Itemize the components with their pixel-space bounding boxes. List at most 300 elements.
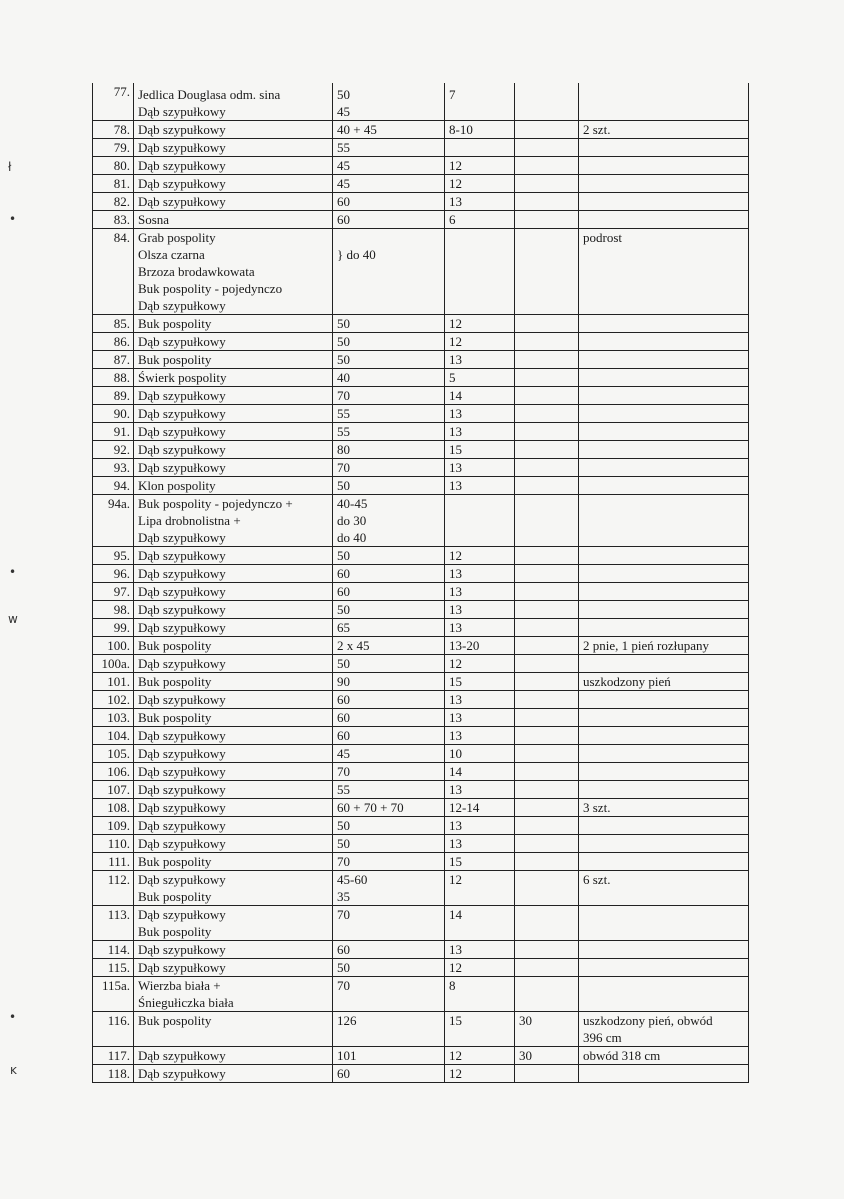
- species-cell: [134, 977, 333, 1012]
- row-number: 87.: [113, 352, 130, 367]
- row-number-cell: [93, 121, 134, 139]
- row-number-cell: [93, 333, 134, 351]
- crown-cell: [515, 565, 579, 583]
- species-cell: [134, 477, 333, 495]
- height-cell: [445, 565, 515, 583]
- table-row: [93, 763, 749, 781]
- row-number-cell: [93, 423, 134, 441]
- remarks-cell: [579, 835, 749, 853]
- remarks-cell: [579, 193, 749, 211]
- species-cell: [134, 441, 333, 459]
- crown-cell: [515, 959, 579, 977]
- table-row: [93, 333, 749, 351]
- species-cell: [134, 941, 333, 959]
- height-value: 12: [449, 176, 462, 191]
- table-row: [93, 673, 749, 691]
- row-number-cell: [93, 601, 134, 619]
- species-name: Dąb szypułkowy: [138, 656, 226, 671]
- species-name: Dąb szypułkowy: [138, 602, 226, 617]
- girth-value: 45: [337, 158, 350, 173]
- height-cell: [445, 601, 515, 619]
- remarks-cell: [579, 977, 749, 1012]
- girth-cell: [333, 121, 445, 139]
- height-value: 12: [449, 334, 462, 349]
- table-row: [93, 423, 749, 441]
- girth-value: 60: [337, 710, 350, 725]
- table-row: [93, 315, 749, 333]
- table-row: [93, 495, 749, 547]
- height-cell: [445, 333, 515, 351]
- girth-value: 45: [337, 104, 350, 119]
- remarks-cell: [579, 423, 749, 441]
- girth-value: 70: [337, 854, 350, 869]
- height-value: 13: [449, 710, 462, 725]
- species-cell: [134, 655, 333, 673]
- girth-value: 50: [337, 478, 350, 493]
- girth-value: 60: [337, 212, 350, 227]
- species-name: Dąb szypułkowy: [138, 836, 226, 851]
- species-name: Dąb szypułkowy: [138, 122, 226, 137]
- height-cell: [445, 547, 515, 565]
- table-row: [93, 157, 749, 175]
- crown-cell: [515, 423, 579, 441]
- height-cell: [445, 835, 515, 853]
- row-number-cell: [93, 387, 134, 405]
- row-number-cell: [93, 745, 134, 763]
- species-name: Dąb szypułkowy: [138, 764, 226, 779]
- row-number: 114.: [107, 942, 130, 957]
- height-cell: [445, 1065, 515, 1083]
- height-value: 12: [449, 316, 462, 331]
- crown-cell: [515, 871, 579, 906]
- species-name: Dąb szypułkowy: [138, 424, 226, 439]
- row-number-cell: [93, 1047, 134, 1065]
- height-value: 13: [449, 478, 462, 493]
- species-cell: [134, 369, 333, 387]
- row-number: 103.: [107, 710, 130, 725]
- table-row: [93, 229, 749, 315]
- girth-cell: [333, 871, 445, 906]
- species-name: Dąb szypułkowy: [138, 140, 226, 155]
- crown-cell: [515, 547, 579, 565]
- row-number-cell: [93, 351, 134, 369]
- girth-value: 60: [337, 194, 350, 209]
- girth-cell: [333, 139, 445, 157]
- height-value: 13: [449, 818, 462, 833]
- remarks-text: 3 szt.: [583, 800, 611, 815]
- table-row: [93, 565, 749, 583]
- table-row: [93, 351, 749, 369]
- height-value: 15: [449, 1013, 462, 1028]
- girth-value: 60: [337, 1066, 350, 1081]
- row-number-cell: [93, 959, 134, 977]
- height-value: 13: [449, 584, 462, 599]
- table-row: [93, 745, 749, 763]
- girth-cell: [333, 423, 445, 441]
- girth-value: 45: [337, 746, 350, 761]
- crown-cell: [515, 941, 579, 959]
- girth-value: 50: [337, 818, 350, 833]
- crown-value: 30: [519, 1013, 532, 1028]
- row-number-cell: [93, 906, 134, 941]
- row-number: 98.: [113, 602, 130, 617]
- remarks-cell: [579, 637, 749, 655]
- height-cell: [445, 871, 515, 906]
- species-cell: [134, 637, 333, 655]
- row-number: 106.: [107, 764, 130, 779]
- remarks-cell: [579, 906, 749, 941]
- girth-value: 45-60: [337, 872, 368, 887]
- row-number: 112.: [107, 872, 130, 887]
- height-cell: [445, 157, 515, 175]
- table-row: [93, 211, 749, 229]
- species-name: Dąb szypułkowy: [138, 388, 226, 403]
- row-number: 93.: [113, 460, 130, 475]
- species-cell: [134, 1047, 333, 1065]
- remarks-cell: [579, 441, 749, 459]
- crown-cell: [515, 1065, 579, 1083]
- height-value: 8-10: [449, 122, 473, 137]
- height-cell: [445, 763, 515, 781]
- species-cell: [134, 229, 333, 315]
- girth-cell: [333, 906, 445, 941]
- height-value: 13: [449, 460, 462, 475]
- species-name: Dąb szypułkowy: [138, 800, 226, 815]
- girth-value: 60 + 70 + 70: [337, 800, 404, 815]
- table-row: [93, 959, 749, 977]
- height-cell: [445, 655, 515, 673]
- remarks-cell: [579, 1012, 749, 1047]
- height-cell: [445, 121, 515, 139]
- girth-group-value: } do 40: [337, 247, 376, 262]
- height-value: 13: [449, 692, 462, 707]
- girth-value: 55: [337, 406, 350, 421]
- species-cell: [134, 459, 333, 477]
- remarks-cell: [579, 1047, 749, 1065]
- girth-cell: [333, 835, 445, 853]
- remarks-cell: [579, 709, 749, 727]
- girth-cell: [333, 315, 445, 333]
- height-cell: [445, 941, 515, 959]
- species-name: Dąb szypułkowy: [138, 530, 226, 545]
- remarks-cell: [579, 871, 749, 906]
- row-number-cell: [93, 315, 134, 333]
- row-number-cell: [93, 1065, 134, 1083]
- girth-value: 50: [337, 87, 350, 102]
- height-cell: [445, 959, 515, 977]
- row-number: 79.: [113, 140, 130, 155]
- row-number: 80.: [113, 158, 130, 173]
- girth-cell: [333, 405, 445, 423]
- row-number-cell: [93, 763, 134, 781]
- row-number: 116.: [107, 1013, 130, 1028]
- row-number: 95.: [113, 548, 130, 563]
- crown-cell: [515, 315, 579, 333]
- species-name: Śniegułiczka biała: [138, 995, 234, 1010]
- crown-cell: [515, 193, 579, 211]
- species-cell: [134, 315, 333, 333]
- height-value: 8: [449, 978, 456, 993]
- crown-cell: [515, 495, 579, 547]
- girth-cell: [333, 1065, 445, 1083]
- row-number: 90.: [113, 406, 130, 421]
- crown-cell: [515, 799, 579, 817]
- row-number-cell: [93, 817, 134, 835]
- remarks-cell: [579, 799, 749, 817]
- row-number-cell: [93, 139, 134, 157]
- species-cell: [134, 175, 333, 193]
- remarks-cell: [579, 139, 749, 157]
- species-name: Buk pospolity - pojedynczo: [138, 281, 283, 296]
- height-value: 13: [449, 782, 462, 797]
- girth-cell: [333, 637, 445, 655]
- species-name: Dąb szypułkowy: [138, 907, 226, 922]
- height-cell: [445, 495, 515, 547]
- crown-cell: [515, 637, 579, 655]
- remarks-cell: [579, 763, 749, 781]
- height-value: 12: [449, 548, 462, 563]
- species-name: Buk pospolity: [138, 316, 212, 331]
- margin-mark: ł: [8, 160, 12, 174]
- species-name: Grab pospolity: [138, 230, 216, 245]
- height-cell: [445, 709, 515, 727]
- remarks-cell: [579, 477, 749, 495]
- row-number-cell: [93, 477, 134, 495]
- height-cell: [445, 583, 515, 601]
- table-row: [93, 906, 749, 941]
- height-value: 15: [449, 854, 462, 869]
- girth-cell: [333, 441, 445, 459]
- height-cell: [445, 817, 515, 835]
- species-cell: [134, 906, 333, 941]
- row-number: 101.: [107, 674, 130, 689]
- crown-cell: [515, 459, 579, 477]
- species-name: Dąb szypułkowy: [138, 104, 226, 119]
- row-number: 92.: [113, 442, 130, 457]
- row-number: 88.: [113, 370, 130, 385]
- crown-cell: [515, 405, 579, 423]
- remarks-cell: [579, 121, 749, 139]
- girth-cell: [333, 83, 445, 121]
- remarks-text: podrost: [583, 230, 622, 245]
- species-cell: [134, 565, 333, 583]
- remarks-cell: [579, 83, 749, 121]
- table-row: [93, 477, 749, 495]
- girth-value: 60: [337, 728, 350, 743]
- girth-cell: [333, 1047, 445, 1065]
- girth-cell: [333, 763, 445, 781]
- height-value: 14: [449, 907, 462, 922]
- girth-cell: [333, 853, 445, 871]
- crown-cell: [515, 83, 579, 121]
- height-cell: [445, 727, 515, 745]
- girth-value: 80: [337, 442, 350, 457]
- species-cell: [134, 423, 333, 441]
- row-number: 77.: [113, 84, 130, 99]
- girth-cell: [333, 977, 445, 1012]
- remarks-cell: [579, 853, 749, 871]
- remarks-cell: [579, 941, 749, 959]
- table-row: [93, 871, 749, 906]
- table-row: [93, 601, 749, 619]
- row-number: 110.: [107, 836, 130, 851]
- height-value: 13: [449, 620, 462, 635]
- girth-value: 50: [337, 352, 350, 367]
- crown-cell: [515, 1047, 579, 1065]
- row-number: 107.: [107, 782, 130, 797]
- crown-cell: [515, 211, 579, 229]
- remarks-text: 396 cm: [583, 1030, 622, 1045]
- height-cell: [445, 637, 515, 655]
- crown-cell: [515, 351, 579, 369]
- height-cell: [445, 83, 515, 121]
- species-cell: [134, 387, 333, 405]
- row-number: 94.: [113, 478, 130, 493]
- table-row: [93, 817, 749, 835]
- row-number: 113.: [107, 907, 130, 922]
- remarks-cell: [579, 583, 749, 601]
- crown-cell: [515, 387, 579, 405]
- species-name: Dąb szypułkowy: [138, 818, 226, 833]
- table-row: [93, 193, 749, 211]
- girth-value: 70: [337, 764, 350, 779]
- row-number-cell: [93, 547, 134, 565]
- girth-cell: [333, 959, 445, 977]
- girth-cell: [333, 351, 445, 369]
- girth-value: 50: [337, 960, 350, 975]
- remarks-cell: [579, 691, 749, 709]
- remarks-cell: [579, 175, 749, 193]
- height-cell: [445, 853, 515, 871]
- table-row: [93, 941, 749, 959]
- table-body: [93, 83, 749, 1083]
- girth-value: 40 + 45: [337, 122, 377, 137]
- girth-cell: [333, 565, 445, 583]
- species-name: Dąb szypułkowy: [138, 194, 226, 209]
- table-row: [93, 853, 749, 871]
- girth-value: 50: [337, 316, 350, 331]
- row-number: 102.: [107, 692, 130, 707]
- remarks-cell: [579, 601, 749, 619]
- girth-value: 35: [337, 889, 350, 904]
- height-value: 12-14: [449, 800, 480, 815]
- remarks-cell: [579, 157, 749, 175]
- species-name: Buk pospolity: [138, 674, 212, 689]
- height-value: 12: [449, 960, 462, 975]
- species-name: Dąb szypułkowy: [138, 620, 226, 635]
- margin-mark: ᴡ: [8, 612, 18, 626]
- row-number: 82.: [113, 194, 130, 209]
- girth-cell: [333, 193, 445, 211]
- species-name: Dąb szypułkowy: [138, 782, 226, 797]
- species-name: Buk pospolity: [138, 854, 212, 869]
- girth-cell: [333, 799, 445, 817]
- crown-cell: [515, 853, 579, 871]
- girth-cell: [333, 369, 445, 387]
- girth-value: 126: [337, 1013, 357, 1028]
- row-number: 109.: [107, 818, 130, 833]
- height-cell: [445, 441, 515, 459]
- girth-cell: [333, 229, 445, 315]
- margin-mark: •: [9, 212, 17, 226]
- remarks-text: obwód 318 cm: [583, 1048, 661, 1063]
- girth-value: 60: [337, 584, 350, 599]
- row-number: 108.: [107, 800, 130, 815]
- remarks-cell: [579, 229, 749, 315]
- row-number: 78.: [113, 122, 130, 137]
- crown-cell: [515, 601, 579, 619]
- girth-value: 70: [337, 460, 350, 475]
- row-number-cell: [93, 211, 134, 229]
- crown-cell: [515, 745, 579, 763]
- row-number-cell: [93, 229, 134, 315]
- table-row: [93, 977, 749, 1012]
- species-cell: [134, 691, 333, 709]
- species-cell: [134, 405, 333, 423]
- girth-cell: [333, 583, 445, 601]
- girth-cell: [333, 781, 445, 799]
- remarks-cell: [579, 673, 749, 691]
- species-cell: [134, 547, 333, 565]
- height-cell: [445, 799, 515, 817]
- girth-value: 50: [337, 548, 350, 563]
- margin-mark: •: [9, 1010, 17, 1024]
- table-row: [93, 121, 749, 139]
- height-value: 13: [449, 566, 462, 581]
- remarks-cell: [579, 745, 749, 763]
- height-cell: [445, 405, 515, 423]
- height-value: 13: [449, 406, 462, 421]
- height-cell: [445, 315, 515, 333]
- girth-cell: [333, 941, 445, 959]
- species-cell: [134, 781, 333, 799]
- species-name: Wierzba biała +: [138, 978, 221, 993]
- table-row: [93, 691, 749, 709]
- remarks-cell: [579, 315, 749, 333]
- table-row: [93, 387, 749, 405]
- height-value: 10: [449, 746, 462, 761]
- table-row: [93, 459, 749, 477]
- species-name: Dąb szypułkowy: [138, 334, 226, 349]
- girth-cell: [333, 817, 445, 835]
- table-row: [93, 369, 749, 387]
- species-cell: [134, 583, 333, 601]
- height-cell: [445, 977, 515, 1012]
- height-value: 7: [449, 87, 456, 102]
- crown-cell: [515, 229, 579, 315]
- girth-value: 70: [337, 978, 350, 993]
- girth-cell: [333, 547, 445, 565]
- remarks-cell: [579, 369, 749, 387]
- table-row: [93, 139, 749, 157]
- remarks-cell: [579, 459, 749, 477]
- crown-cell: [515, 781, 579, 799]
- height-cell: [445, 619, 515, 637]
- species-cell: [134, 709, 333, 727]
- height-value: 6: [449, 212, 456, 227]
- row-number: 100a.: [101, 656, 130, 671]
- remarks-cell: [579, 959, 749, 977]
- girth-value: 50: [337, 334, 350, 349]
- species-cell: [134, 959, 333, 977]
- tree-inventory-table: [92, 83, 749, 1083]
- girth-value: 60: [337, 566, 350, 581]
- height-cell: [445, 423, 515, 441]
- table-row: [93, 835, 749, 853]
- crown-cell: [515, 619, 579, 637]
- height-cell: [445, 211, 515, 229]
- margin-mark: •: [9, 565, 17, 579]
